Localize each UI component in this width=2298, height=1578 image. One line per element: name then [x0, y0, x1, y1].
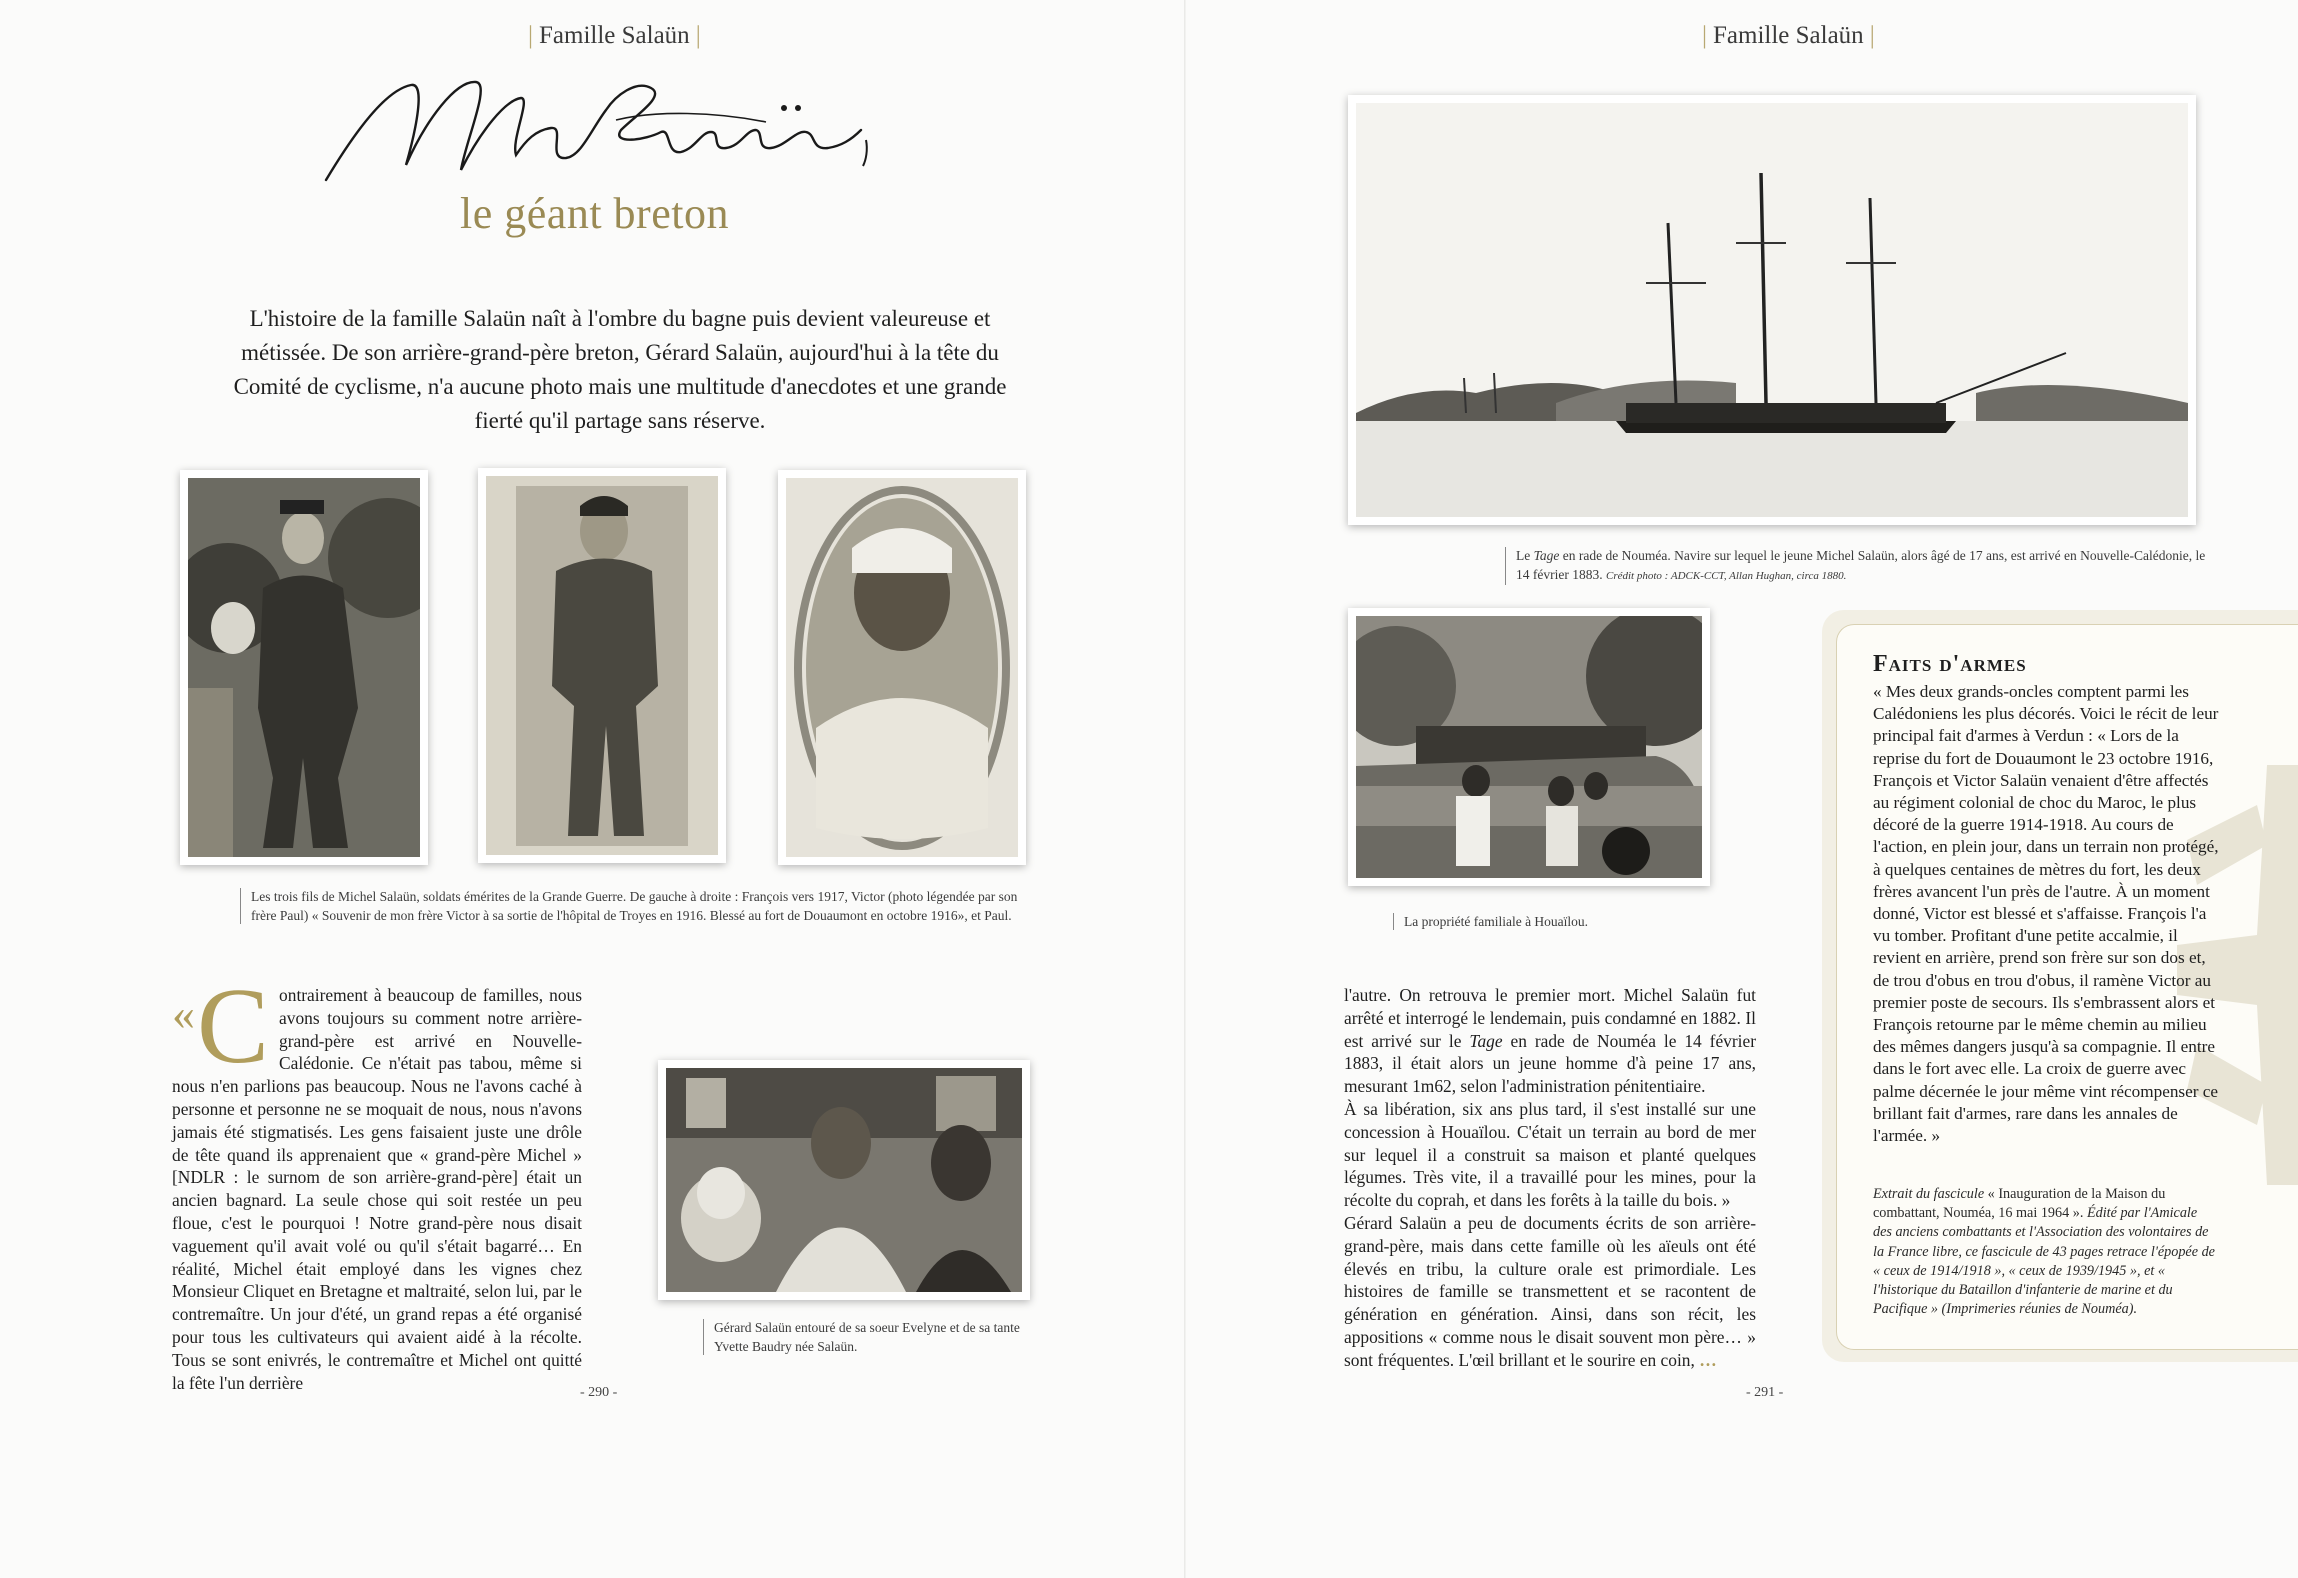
article-text-4a: Gérard Salaün a peu de documents écrits de son arrière-grand-père, mais dans cette famille où les aïeuls ont été élevés en tribu, la culture orale est primordiale. Les histoires de famille se transmettent et se racontent de génération en génération. Ainsi, dans son récit, les appositions « comme nous le disait souvent mon père… » sont fréquentes. L'œil brillant et le sourire en coin,: [1344, 1212, 1756, 1370]
sidebar-faits-darmes: [1822, 610, 2298, 1362]
house-caption-text: La propriété familiale à Houaïlou.: [1404, 914, 1589, 929]
soldiers-caption: [251, 887, 1019, 925]
ship-name-inline: Tage: [1469, 1030, 1503, 1051]
page-number-left: - 290 -: [580, 1385, 618, 1400]
header-bar: |: [1702, 22, 1708, 49]
sidebar-title: Faits d'armes: [1873, 651, 2027, 677]
running-header-left: [522, 22, 707, 50]
article-text-4: [1344, 1212, 1756, 1372]
caption-rule: [1505, 547, 1506, 585]
article-column-2: [1344, 984, 1756, 1372]
article-text-2b: en rade de Nouméa le 14 février 1883, il était alors un jeune homme d'à peine 17 ans, mesurant 1m62, selon l'administration pénitentiaire.: [1344, 1030, 1756, 1097]
soldiers-caption-text: Les trois fils de Michel Salaün, soldats émérites de la Grande Guerre. De gauche à droite : François vers 1917, Victor (photo légendée par son frère Paul) « Souvenir de mon frère Victor à sa sortie de l'hôpital de Troyes en 1916. Blessé au fort de Douaumont en octobre 1916», et Paul.: [251, 889, 1018, 923]
caption-rule: [703, 1319, 704, 1355]
header-text: Famille Salaün: [539, 22, 690, 49]
photo-house-houailou: [1348, 608, 1710, 886]
continue-dots: …: [1699, 1349, 1720, 1370]
photo-family: [658, 1060, 1030, 1300]
article-text-2a: l'autre. On retrouva le premier mort. Michel Salaün fut arrêté et interrogé le lendemain, puis condamné en 1882. Il est arrivé sur le: [1344, 985, 1756, 1051]
article-text-3: À sa libération, six ans plus tard, il s'est installé sur une concession à Houaïlou. C'était un terrain au bord de mer sur lequel il a construit sa maison et planté quelques légumes. Très vite, il a travaillé pour les mines, pour la récolte du coprah, et dans les forêts à la taille du bois. »: [1344, 1098, 1756, 1211]
sidebar-credit-italic: Extrait du fascicule: [1873, 1186, 1985, 1202]
article-column-1: [172, 967, 582, 1394]
header-bar: |: [1869, 22, 1875, 49]
house-caption: [1404, 912, 1704, 931]
family-caption-text: Gérard Salaün entouré de sa soeur Evelyne et de sa tante Yvette Baudry née Salaün.: [714, 1320, 1020, 1354]
sidebar-panel: [1836, 624, 2298, 1350]
article-text-1: ontrairement à beaucoup de familles, nous avons toujours su comment notre arrière-grand-père est arrivé en Nouvelle-Calédonie. Ce n'était pas tabou, même si nous n'en parlions pas beaucoup. Nous ne l'avons caché à personne et personne ne se moquait de nous, nous n'avons jamais été stigmatisés. Les gens faisaient juste une drôle de tête quand ils apprenaient que « grand-père Michel » [NDLR : le surnom de son arrière-grand-père] était un ancien bagnard. La seule chose qui soit restée un peu floue, c'est le pourquoi ! Notre grand-père nous disait vaguement qu'il avait volé ou qu'il s'était bagarré… En réalité, Michel était employé dans les vignes chez Monsieur Cliquet en Bretagne et maltraité, selon lui, par le contremaître. Un jour d'été, un grand repas a été organisé pour tous les cultivateurs qui avaient aidé à la récolte. Tous se sont enivrés, le contremaître et Michel ont quitté la fête l'un derrière: [172, 985, 582, 1393]
intro-paragraph: L'histoire de la famille Salaün naît à l'ombre du bagne puis devient valeureuse et métissée. De son arrière-grand-père breton, Gérard Salaün, aujourd'hui à la tête du Comité de cyclisme, n'a aucune photo mais une multitude d'anecdotes et une grande fierté qu'il partage sans réserve.: [233, 306, 1007, 433]
article-subtitle: le géant breton: [460, 189, 729, 238]
photo-francois: [180, 470, 428, 865]
signature-title: [316, 70, 876, 200]
drop-cap: C: [197, 967, 270, 1086]
running-header-right: [1696, 22, 1881, 50]
caption-rule: [240, 888, 241, 924]
page-number-right: - 291 -: [1746, 1385, 1784, 1400]
header-bar: |: [528, 22, 534, 49]
family-caption: [714, 1318, 1044, 1356]
caption-rule: [1393, 913, 1394, 930]
photo-paul: [778, 470, 1026, 865]
ship-name: Tage: [1533, 548, 1560, 563]
sidebar-text: « Mes deux grands-oncles comptent parmi les Calédoniens les plus décorés. Voici le récit de leur principal fait d'armes à Verdun : « Lors de la reprise du fort de Douaumont le 23 octobre 1916, François et Victor Salaün venaient d'être affectés au régiment colonial de choc du Maroc, le plus décoré de la guerre 1914-1918. Au cours de l'action, en plein jour, dans un terrain non protégé, à quelques centaines de mètres du fort, les deux frères avancent l'un près de l'autre. À un moment donné, Victor est blessé et s'affaisse. François l'a vu tomber. Profitant d'une petite accalmie, il revient en arrière, prend son frère sur son dos et, de trou d'obus en trou d'obus, il ramène Victor au premier poste de secours. Ils s'embrassent alors et François retourne par le même chemin au milieu des mêmes dangers jusqu'à sa compagnie. Il entre dans le fort avec elle. La croix de guerre avec palme décernée le jour même vint récompenser ce brillant fait d'armes, rare dans les annales de l'armée. »: [1873, 682, 2219, 1146]
photo-ship-tage: [1348, 95, 2196, 525]
sidebar-credit-text: « Inauguration de la Maison du combattant, Nouméa, 16 mai 1964 ».: [1873, 1186, 2166, 1222]
article-text-2: [1344, 984, 1756, 1098]
opening-quote-mark: «: [172, 988, 195, 1039]
header-bar: |: [695, 22, 701, 49]
sidebar-credit-italic-2: Édité par l'Amicale des anciens combattants et l'Association des volontaires de la France libre, ce fascicule de 43 pages retrace l'épopée de « ceux de 1914/1918 », « ceux de 1939/1945 », et « l'historique du Bataillon d'infanterie de marine et du Pacifique » (Imprimeries réunies de Nouméa).: [1873, 1205, 2215, 1318]
header-text: Famille Salaün: [1713, 22, 1864, 49]
ship-caption: [1516, 546, 2216, 586]
ship-photo-credit: Crédit photo : ADCK-CCT, Allan Hughan, circa 1880.: [1605, 570, 1847, 582]
sidebar-credit: [1873, 1185, 2219, 1319]
ship-caption-text: Le: [1516, 548, 1534, 563]
ship-caption-text-2: en rade de Nouméa. Navire sur lequel le jeune Michel Salaün, alors âgé de 17 ans, est arrivé en Nouvelle-Calédonie, le 14 février 1883.: [1516, 548, 2206, 582]
photo-victor: [478, 468, 726, 863]
